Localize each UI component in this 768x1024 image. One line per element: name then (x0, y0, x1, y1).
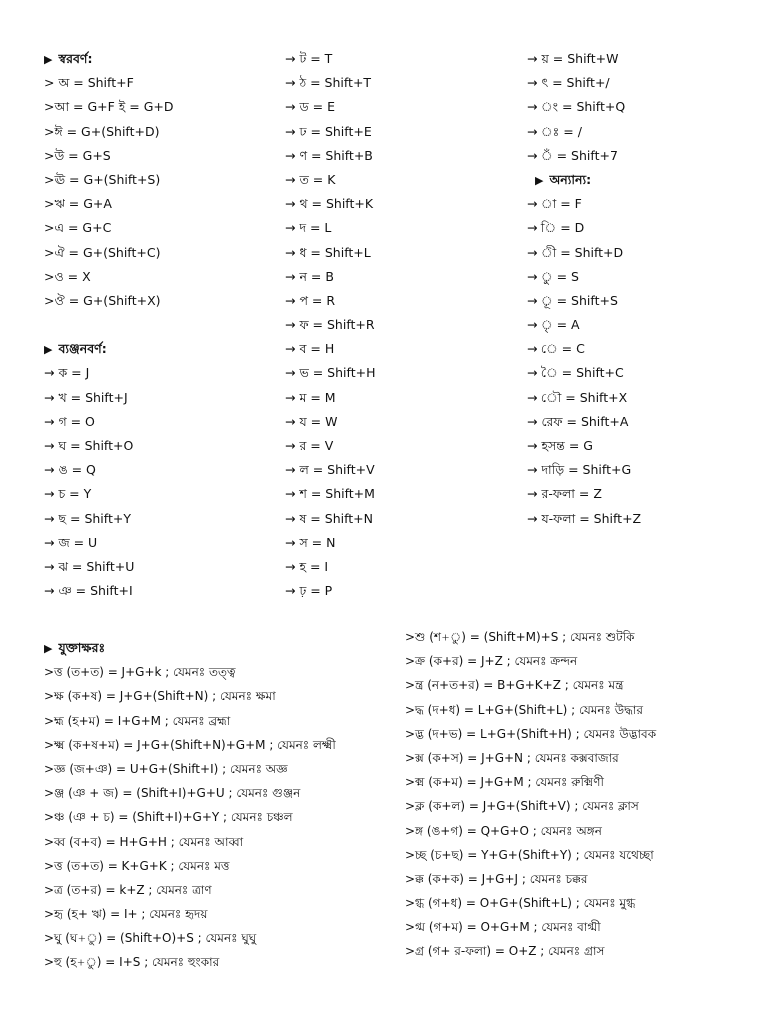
list-item: → ঝ = Shift+U (44, 558, 135, 574)
list-item: → ছ = Shift+Y (44, 510, 131, 526)
list-item: >ক্ক (ক+ক) = J+G+J ; যেমনঃ চক্কর (405, 871, 588, 886)
list-item: >ঋ = G+A (44, 196, 112, 212)
list-item: → স = N (285, 534, 336, 550)
list-item: >গ্ম (গ+ম) = O+G+M ; যেমনঃ বাগ্মী (405, 920, 601, 935)
others-heading-text: অন্যান্য: (549, 171, 592, 187)
column-3 (527, 47, 747, 531)
list-item: → ফ = Shift+R (285, 317, 375, 333)
list-item: >ঊ = G+(Shift+S) (44, 171, 161, 187)
list-item: → ঃ = / (527, 123, 582, 139)
list-item: >ত্ত (ত+ত) = K+G+K ; যেমনঃ মত্ত (44, 858, 230, 873)
list-item: >ঈ = G+(Shift+D) (44, 123, 160, 139)
conjuncts-left (44, 636, 399, 975)
list-item: → রেফ = Shift+A (527, 413, 629, 429)
list-item: → ঘ = Shift+O (44, 438, 134, 453)
triangle-bullet-icon: ▶ (44, 343, 53, 357)
triangle-bullet-icon: ▶ (535, 173, 544, 187)
list-item: → ড = E (285, 99, 335, 115)
list-item: → ৃ = A (527, 317, 580, 333)
list-item: >ক্র (ক+র) = J+Z ; যেমনঃ ক্রন্দন (405, 654, 578, 669)
list-item: → ঙ = Q (44, 462, 96, 478)
list-item: → দাড়ি = Shift+G (527, 462, 632, 478)
list-item: → া = F (527, 196, 582, 212)
list-item: → ষ = Shift+N (285, 510, 373, 526)
list-item: → দ = L (285, 220, 332, 236)
list-item: >ক্স (ক+স) = J+G+N ; যেমনঃ কক্সবাজার (405, 750, 619, 765)
list-item: → ভ = Shift+H (285, 365, 376, 381)
others-heading (527, 168, 747, 192)
list-item: >ও = X (44, 268, 91, 284)
list-item: → চ = Y (44, 486, 92, 502)
list-item: >উ = G+S (44, 147, 111, 163)
list-item: >ক্ম (ক+ম) = J+G+M ; যেমনঃ রুক্মিণী (405, 775, 604, 790)
list-item: → ু = S (527, 268, 579, 284)
list-item: → ত = K (285, 171, 336, 187)
triangle-bullet-icon: ▶ (44, 53, 53, 66)
column-2 (285, 47, 505, 603)
list-item: → ৌ = Shift+X (527, 389, 628, 405)
list-item: → ে = C (527, 341, 585, 357)
list-item: → ব = H (285, 341, 335, 357)
list-item: >ক্ষ্ম (ক+ষ+ম) = J+G+(Shift+N)+G+M ; যেমনঃ লক্ষ্মী (44, 737, 336, 752)
vowels-list (44, 71, 274, 313)
list-item: >ত্ত (ত+ত) = J+G+k ; যেমনঃ তত্ত্ব (44, 665, 236, 680)
list-item: → য় = Shift+W (527, 51, 619, 66)
list-item: → ম = M (285, 389, 336, 405)
list-item: >শু (শ+ু) = (Shift+M)+S ; যেমনঃ শুটকি (405, 630, 635, 644)
list-item: → ি = D (527, 220, 585, 236)
conjuncts-right (405, 625, 760, 964)
list-item: → ঢ = Shift+E (285, 123, 372, 139)
list-item: >দ্ভ (দ+ভ) = L+G+(Shift+H) ; যেমনঃ উদ্ভাবক (405, 726, 657, 741)
list-item: > অ = Shift+F (44, 75, 134, 91)
list-item: → ূ = Shift+S (527, 292, 618, 308)
spacer (44, 313, 274, 337)
list-item: → গ = O (44, 413, 95, 429)
list-item: >হ্ম (হ+ম) = I+G+M ; যেমনঃ ব্রহ্মা (44, 713, 231, 728)
consonants-heading (44, 337, 274, 361)
conjuncts-heading (44, 636, 399, 660)
column-1 (44, 47, 274, 603)
list-item: >ঞ্জ (ঞ + জ) = (Shift+I)+G+U ; যেমনঃ গুঞ্জন (44, 786, 301, 801)
list-item: >চ্ছ (চ+ছ) = Y+G+(Shift+Y) ; যেমনঃ যথেচ্ছা (405, 847, 654, 862)
consonants-heading-text: ব্যঞ্জনবর্ণ: (58, 341, 107, 357)
list-item: → ং = Shift+Q (527, 99, 626, 115)
list-item: → ঁ = Shift+7 (527, 147, 618, 163)
list-item: >ক্ল (ক+ল) = J+G+(Shift+V) ; যেমনঃ ক্লাস (405, 799, 639, 814)
list-item: → হসন্ত = G (527, 438, 593, 453)
list-item: → র-ফলা = Z (527, 486, 602, 502)
list-item: → ল = Shift+V (285, 462, 375, 478)
list-item: → ী = Shift+D (527, 244, 624, 260)
list-item: → ঠ = Shift+T (285, 75, 372, 91)
list-item: >ন্ত্র (ন+ত+র) = B+G+K+Z ; যেমনঃ মন্ত্র (405, 678, 624, 693)
list-item: → ধ = Shift+L (285, 244, 371, 260)
list-item: >ঔ = G+(Shift+X) (44, 292, 161, 308)
list-item: >গ্ধ (গ+ধ) = O+G+(Shift+L) ; যেমনঃ মুগ্ধ (405, 896, 636, 911)
list-item: → থ = Shift+K (285, 196, 374, 212)
list-item: >ত্র (ত+র) = k+Z ; যেমনঃ ত্রাণ (44, 882, 212, 897)
list-item: >ক্ষ (ক+ষ) = J+G+(Shift+N) ; যেমনঃ ক্ষমা (44, 689, 276, 704)
list-item: >হৃ (হ+ ঋ) = I+ ; যেমনঃ হৃদয় (44, 907, 208, 922)
triangle-bullet-icon: ▶ (44, 642, 53, 655)
list-item: → শ = Shift+M (285, 486, 375, 502)
list-item: → য = W (285, 413, 338, 429)
list-item: >ব্ব (ব+ব) = H+G+H ; যেমনঃ আব্বা (44, 834, 244, 849)
list-item: >জ্ঞ (জ+ঞ) = U+G+(Shift+I) ; যেমনঃ অজ্ঞ (44, 761, 288, 776)
list-item: >গ্র (গ+ র-ফলা) = O+Z ; যেমনঃ গ্রাস (405, 944, 605, 959)
list-item: → ঢ় = P (285, 583, 333, 599)
consonants-list (44, 361, 274, 603)
list-item: → য-ফলা = Shift+Z (527, 510, 642, 526)
list-item: >ঙ্গ (ঙ+গ) = Q+G+O ; যেমনঃ অঙ্গন (405, 823, 602, 838)
vowels-heading (44, 47, 274, 71)
list-item: → ঞ = Shift+I (44, 583, 133, 599)
list-item: → জ = U (44, 534, 98, 550)
list-item: → র = V (285, 438, 334, 453)
vowels-heading-text: স্বরবর্ণ: (58, 51, 93, 66)
list-item: >ঞ্চ (ঞ + চ) = (Shift+I)+G+Y ; যেমনঃ চঞ্চল (44, 810, 293, 825)
list-item: → হ = I (285, 558, 329, 574)
list-item: → ণ = Shift+B (285, 147, 373, 163)
conjuncts-heading-text: যুক্তাক্ষরঃ (58, 640, 106, 655)
list-item: → খ = Shift+J (44, 389, 128, 405)
list-item: → ট = T (285, 51, 333, 66)
list-item: → ৎ = Shift+/ (527, 75, 610, 91)
list-item: → প = R (285, 292, 336, 308)
list-item: >দ্ধ (দ+ধ) = L+G+(Shift+L) ; যেমনঃ উদ্ধার (405, 702, 643, 717)
list-item: >ঘু (ঘ+ু) = (Shift+O)+S ; যেমনঃ ঘুঘু (44, 931, 257, 946)
list-item: >ঐ = G+(Shift+C) (44, 244, 161, 260)
list-item: → ন = B (285, 268, 334, 284)
list-item: → ৈ = Shift+C (527, 365, 624, 381)
list-item: >হু (হ+ু) = I+S ; যেমনঃ হুংকার (44, 955, 220, 970)
list-item: >এ = G+C (44, 220, 112, 236)
list-item: → ক = J (44, 365, 90, 381)
list-item: >আ = G+F ই = G+D (44, 99, 174, 115)
